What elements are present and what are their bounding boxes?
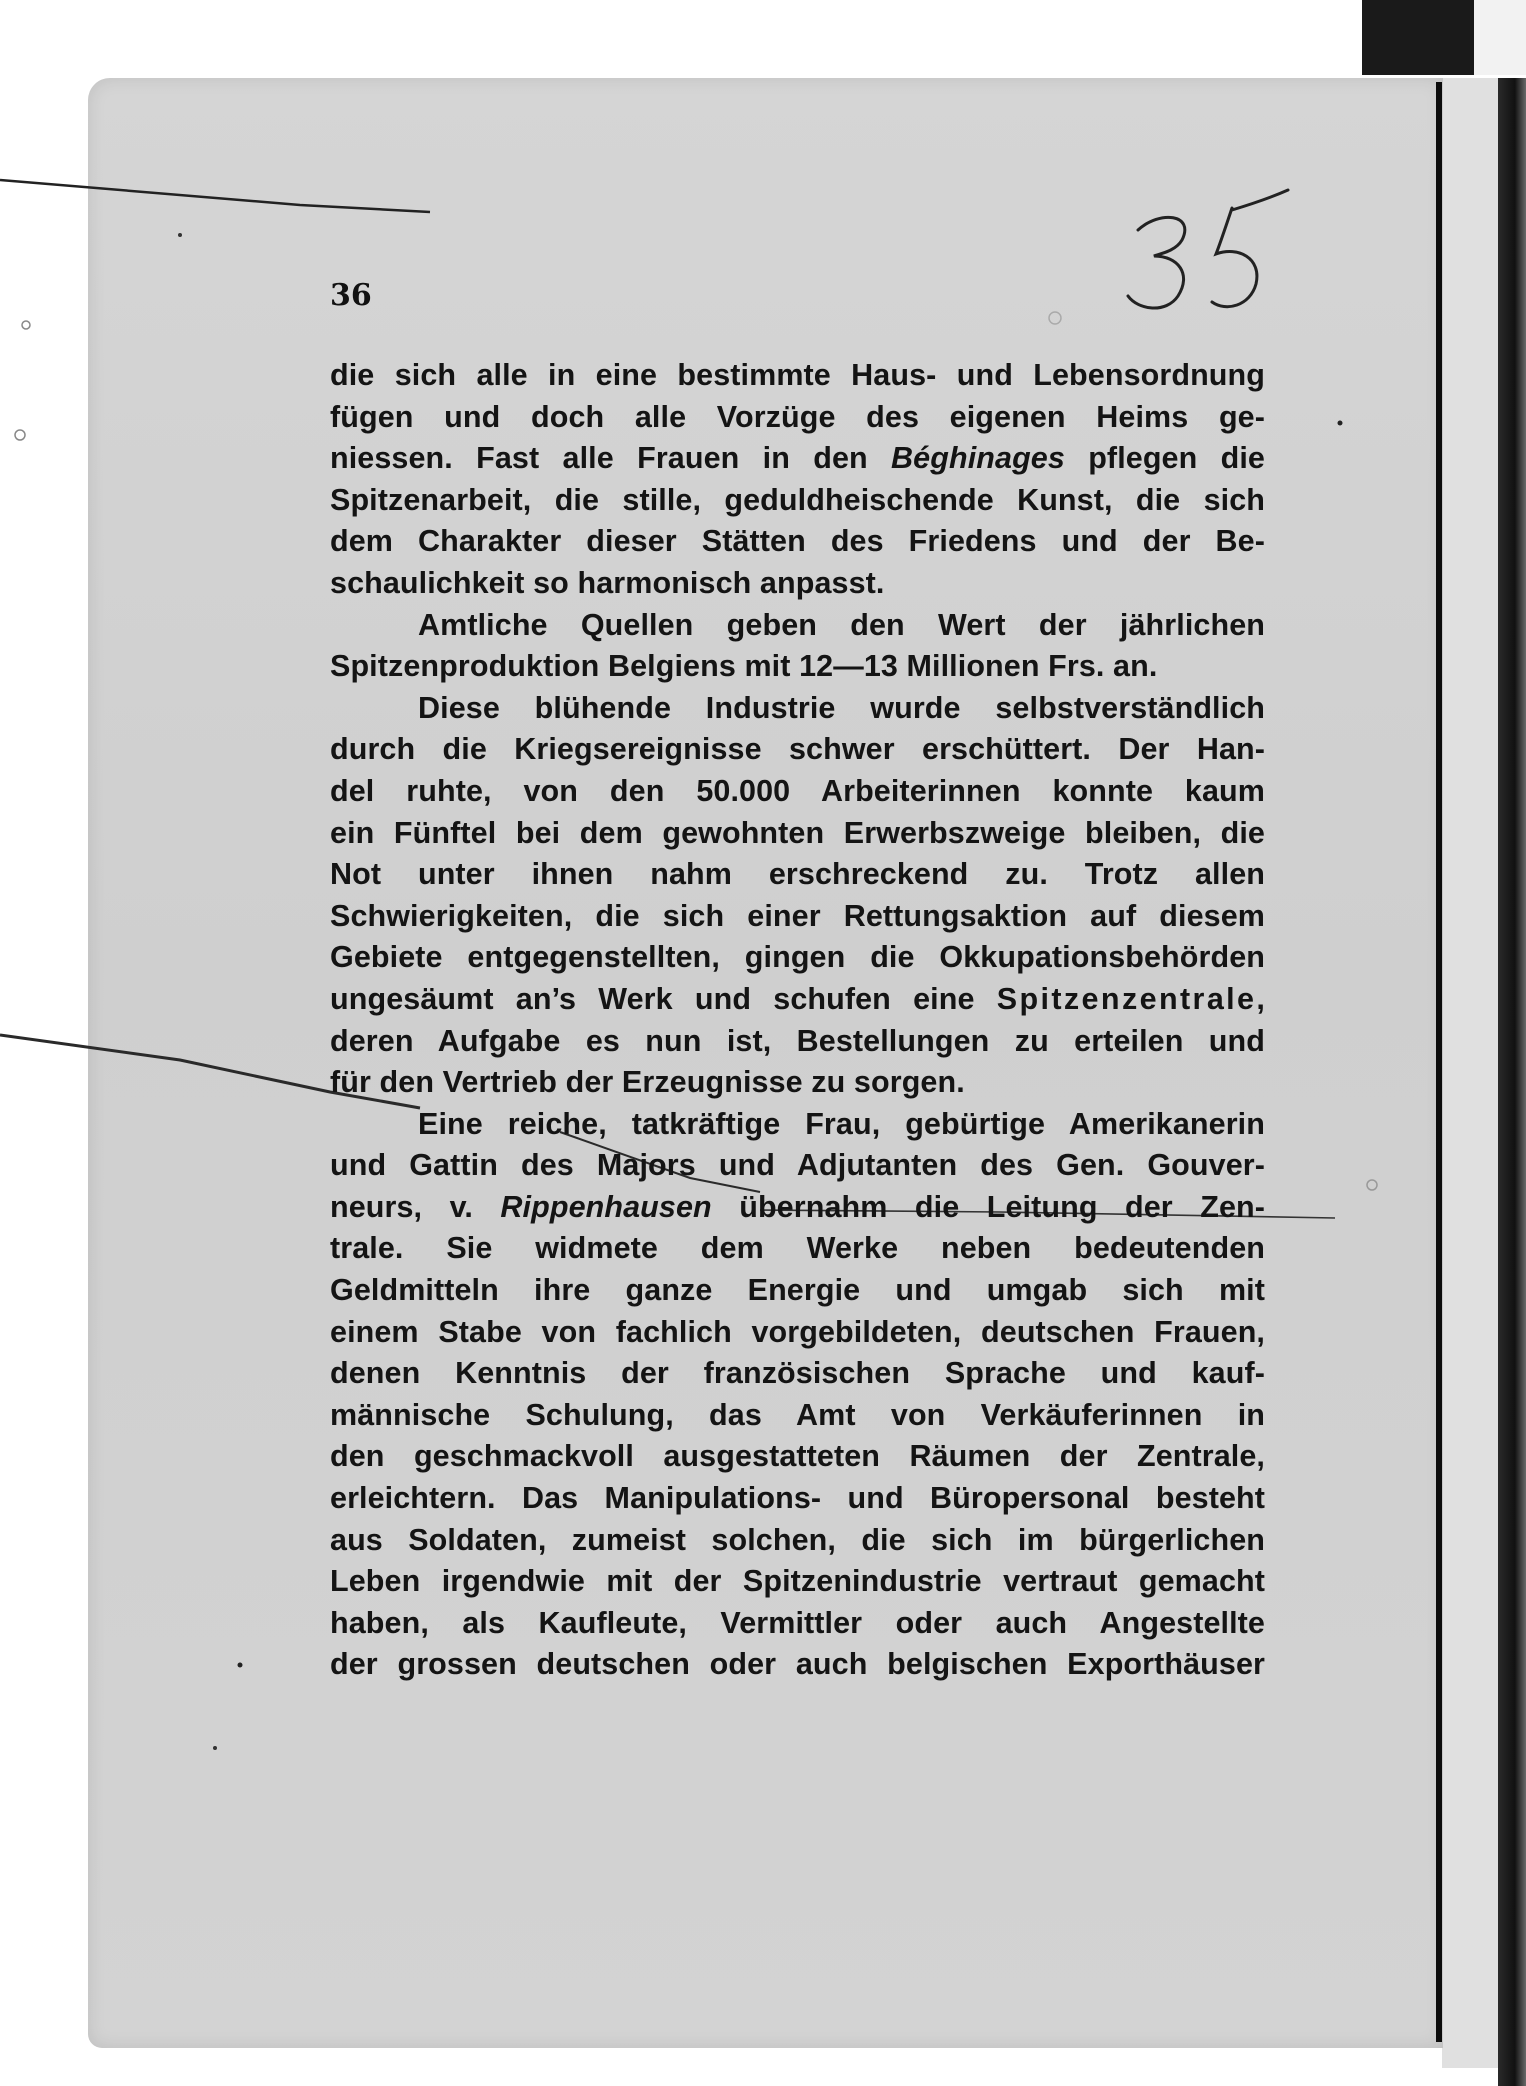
text-line: haben, als Kaufleute, Vermittler oder auch Angestellte <box>330 1605 1265 1640</box>
emphasis-beghinages: Béghinages <box>891 441 1065 476</box>
text-line: Diese blühende Industrie wurde selbstverständlich <box>418 690 1265 725</box>
text-line: niessen. Fast alle Frauen in den Béghinages pflegen die <box>330 441 1265 476</box>
text-line: Gebiete entgegenstellten, gingen die Okkupationsbehörden <box>330 940 1265 975</box>
text-line: Not unter ihnen nahm erschreckend zu. Trotz allen <box>330 857 1265 892</box>
text-line: fügen und doch alle Vorzüge des eigenen Heims ge- <box>330 399 1265 434</box>
emphasis-spitzenzentrale: Spitzenzentrale <box>996 981 1257 1016</box>
text-line: Spitzenarbeit, die stille, geduldheischende Kunst, die sich <box>330 482 1265 517</box>
text-line: und Gattin des Majors und Adjutanten des Gen. Gouver- <box>330 1148 1265 1183</box>
text-line: den geschmackvoll ausgestatteten Räumen der Zentrale, <box>330 1439 1265 1474</box>
page-number: 36 <box>330 278 372 313</box>
text-line: männische Schulung, das Amt von Verkäuferinnen in <box>330 1397 1265 1432</box>
text-line: deren Aufgabe es nun ist, Bestellungen zu erteilen und <box>330 1023 1265 1058</box>
text-line: ungesäumt an’s Werk und schufen eine Spitzenzentrale, <box>330 981 1265 1016</box>
text-line: einem Stabe von fachlich vorgebildeten, deutschen Frauen, <box>330 1314 1265 1349</box>
text-line: trale. Sie widmete dem Werke neben bedeutenden <box>330 1231 1265 1266</box>
body-text <box>330 355 1265 1686</box>
text-line: durch die Kriegsereignisse schwer erschüttert. Der Han- <box>330 732 1265 767</box>
text-line: dem Charakter dieser Stätten des Friedens und der Be- <box>330 524 1265 559</box>
emphasis-rippenhausen: Rippenhausen <box>500 1189 712 1224</box>
text-line: neurs, v. Rippenhausen übernahm die Leitung der Zen- <box>330 1189 1265 1224</box>
handwritten-folio-number <box>1120 188 1300 328</box>
text-line: del ruhte, von den 50.000 Arbeiterinnen konnte kaum <box>330 773 1265 808</box>
text-line: der grossen deutschen oder auch belgischen Exporthäuser <box>330 1647 1265 1682</box>
text-line: aus Soldaten, zumeist solchen, die sich im bürgerlichen <box>330 1522 1265 1557</box>
text-line: Eine reiche, tatkräftige Frau, gebürtige Amerikanerin <box>418 1106 1265 1141</box>
text-line: schaulichkeit so harmonisch anpasst. <box>330 565 885 600</box>
text-line: für den Vertrieb der Erzeugnisse zu sorgen. <box>330 1065 965 1100</box>
binding-strip <box>1362 0 1474 75</box>
text-line: erleichtern. Das Manipulations- und Büropersonal besteht <box>330 1481 1265 1516</box>
text-line: Amtliche Quellen geben den Wert der jährlichen <box>418 607 1265 642</box>
text-line: denen Kenntnis der französischen Sprache und kauf- <box>330 1356 1265 1391</box>
text-line: Schwierigkeiten, die sich einer Rettungsaktion auf diesem <box>330 898 1265 933</box>
text-line: Leben irgendwie mit der Spitzenindustrie vertraut gemacht <box>330 1564 1265 1599</box>
text-line: Spitzenproduktion Belgiens mit 12—13 Millionen Frs. an. <box>330 649 1158 684</box>
text-line: die sich alle in eine bestimmte Haus- und Lebensordnung <box>330 358 1265 392</box>
text-line: ein Fünftel bei dem gewohnten Erwerbszweige bleiben, die <box>330 815 1265 850</box>
binding-strip-light <box>1474 0 1526 75</box>
adjacent-page-shadow <box>1498 78 1526 2086</box>
text-line: Geldmitteln ihre ganze Energie und umgab sich mit <box>330 1273 1265 1308</box>
page-fold-line <box>1436 82 1442 2042</box>
